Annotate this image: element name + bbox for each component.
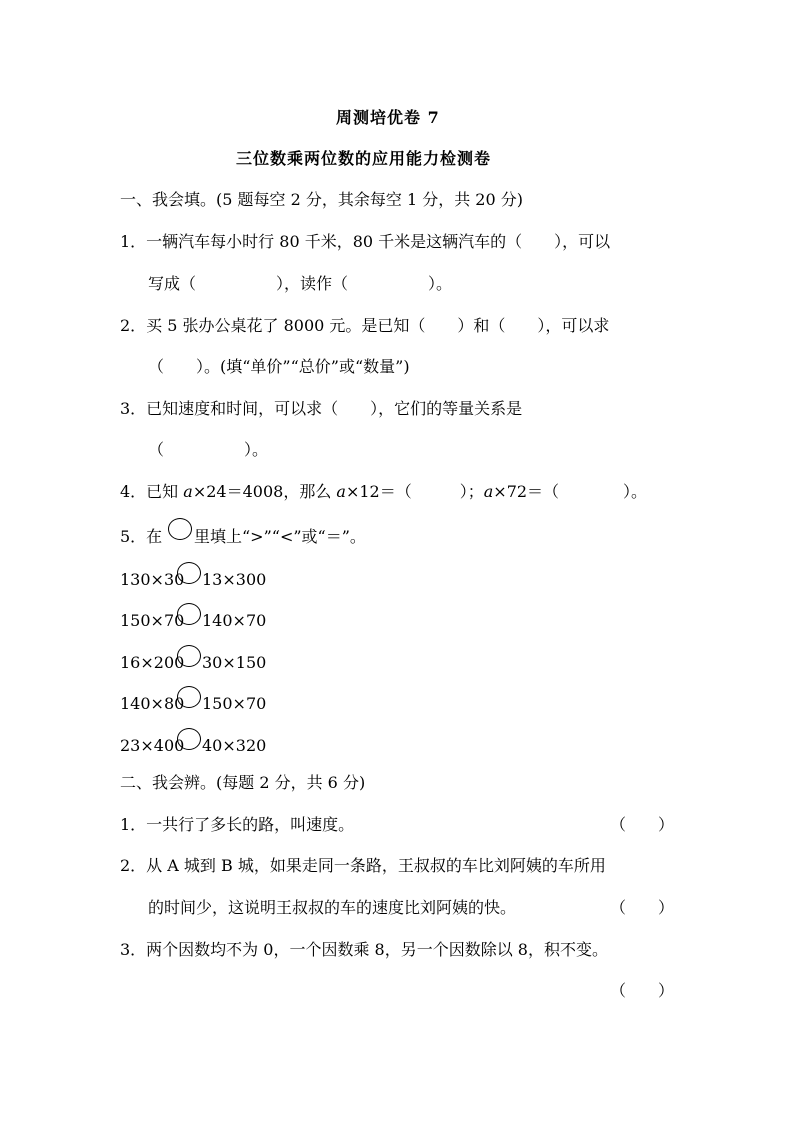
- comparison-circle[interactable]: [177, 603, 201, 625]
- s1-q2-line1: 2．买 5 张办公桌花了 8000 元。是已知（ ）和（ ），可以求: [120, 316, 610, 335]
- comparison-right: 13×300: [202, 570, 267, 589]
- comparison-circle[interactable]: [177, 728, 201, 750]
- s2-q3-answer-paren[interactable]: （ ）: [610, 981, 675, 1000]
- comparison-circle[interactable]: [177, 562, 201, 584]
- comparison-right: 150×70: [202, 694, 267, 713]
- q5-suffix: 里填上“>”“<”或“＝”。: [194, 527, 366, 546]
- comparison-left: 23×400: [120, 736, 185, 755]
- comparison-circle[interactable]: [177, 645, 201, 667]
- s2-q1-answer-paren[interactable]: （ ）: [610, 815, 675, 834]
- comparison-circle[interactable]: [177, 686, 201, 708]
- comparison-right: 40×320: [202, 736, 267, 755]
- page-subtitle: 三位数乘两位数的应用能力检测卷: [236, 149, 492, 168]
- s2-q2-answer-paren[interactable]: （ ）: [610, 898, 675, 917]
- q4-var-a3: a: [483, 482, 494, 501]
- s1-q3-line2: （ ）。: [148, 440, 269, 459]
- s2-q3-line1: 3．两个因数均不为 0，一个因数乘 8，另一个因数除以 8，积不变。: [120, 940, 608, 959]
- q4-var-a1: a: [183, 482, 193, 501]
- q4-part1: ×24＝4008，那么: [192, 482, 337, 501]
- section2-heading: 二、我会辨。(每题 2 分，共 6 分): [120, 773, 366, 792]
- s2-q1-text: 1．一共行了多长的路，叫速度。: [120, 815, 355, 834]
- s1-q5-prompt: [120, 527, 162, 547]
- q4-part2: ×12＝（ ）；: [345, 482, 484, 501]
- s1-q2-line2: （ ）。(填“单价”“总价”或“数量”): [148, 357, 410, 376]
- q4-prefix: 4．已知: [120, 482, 184, 501]
- s1-q1-line2: 写成（ ），读作（ ）。: [148, 274, 453, 293]
- s1-q1-line1: 1．一辆汽车每小时行 80 千米，80 千米是这辆汽车的（ ），可以: [120, 232, 611, 251]
- s2-q2-line1: 2．从 A 城到 B 城，如果走同一条路，王叔叔的车比刘阿姨的车所用: [120, 856, 606, 875]
- comparison-right: 140×70: [202, 611, 267, 630]
- q5-prefix: 5．在: [120, 527, 163, 546]
- comparison-right: 30×150: [202, 653, 267, 672]
- s2-q2-line2: 的时间少，这说明王叔叔的车的速度比刘阿姨的快。: [148, 898, 517, 917]
- comparison-left: 150×70: [120, 611, 185, 630]
- q4-var-a2: a: [336, 482, 346, 501]
- s1-q3-line1: 3．已知速度和时间，可以求（ ），它们的等量关系是: [120, 399, 523, 418]
- section1-heading: 一、我会填。(5 题每空 2 分，其余每空 1 分，共 20 分): [120, 190, 523, 209]
- comparison-left: 140×80: [120, 694, 185, 713]
- page-title: 周测培优卷 7: [336, 108, 440, 127]
- q4-part3: ×72＝（ ）。: [493, 482, 648, 501]
- comparison-left: 16×200: [120, 653, 185, 672]
- s1-q4: [120, 482, 647, 502]
- q5-example-circle: [168, 518, 192, 540]
- comparison-left: 130×30: [120, 570, 185, 589]
